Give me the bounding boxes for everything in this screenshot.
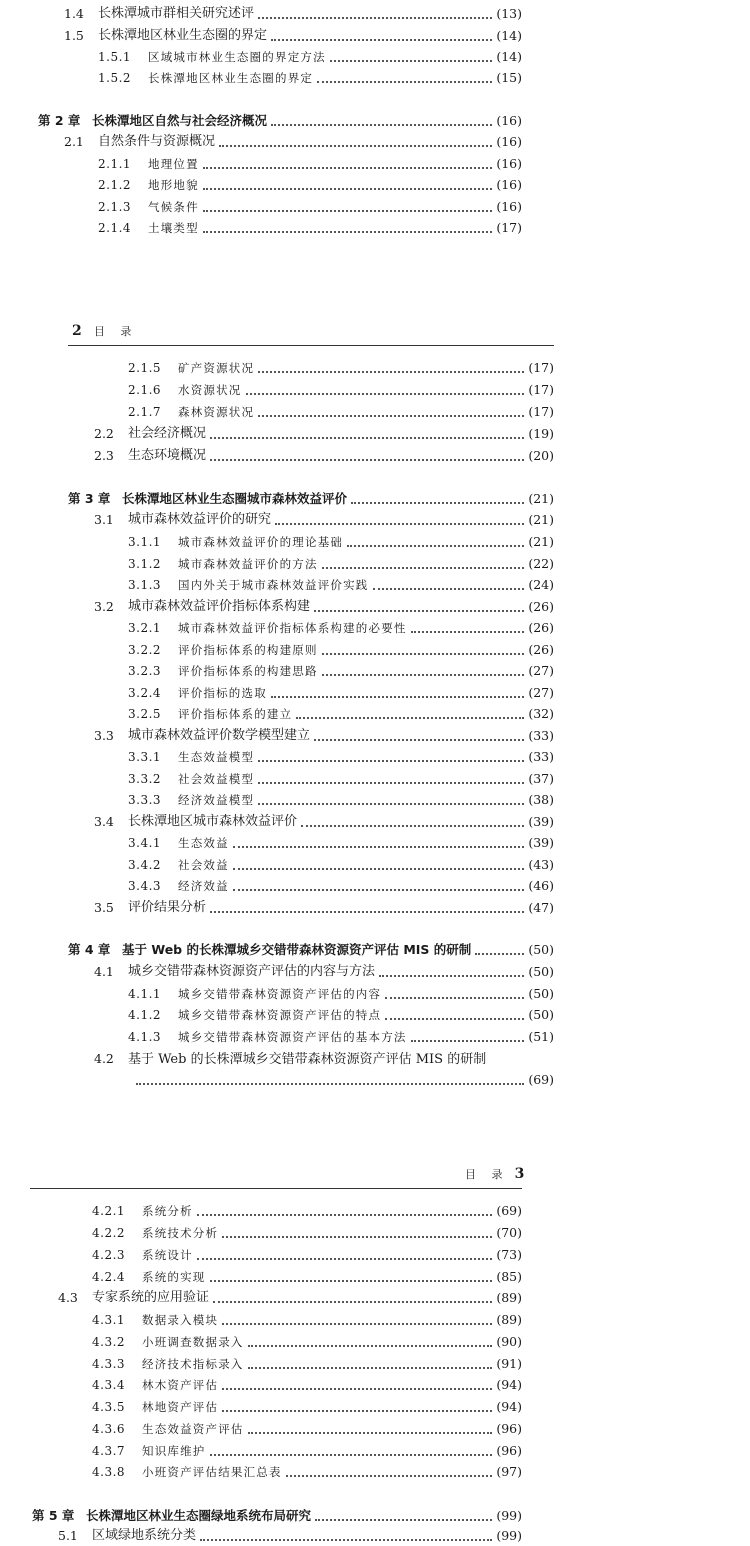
- page-number: (69): [528, 1072, 554, 1087]
- toc-entry[interactable]: [128, 402, 554, 422]
- section-title: 生态环境概况: [128, 448, 207, 463]
- section-number: 4.2: [94, 1051, 114, 1066]
- header-page-number: 3: [514, 1166, 525, 1182]
- chapter-number: 第 5 章: [32, 1508, 75, 1523]
- toc-entry[interactable]: [92, 1267, 522, 1287]
- dot-leader: [233, 867, 525, 870]
- section-number: 2.1.6: [128, 383, 162, 397]
- dot-leader: [322, 673, 525, 676]
- page-number: (89): [496, 1312, 522, 1327]
- page-number: (33): [528, 728, 554, 743]
- toc-entry[interactable]: [92, 1462, 522, 1482]
- toc-entry[interactable]: [92, 1354, 522, 1374]
- toc-entry-wrapped[interactable]: [94, 1048, 486, 1068]
- page-number: (22): [528, 556, 554, 571]
- section-number: 2.1.4: [98, 221, 132, 235]
- toc-entry[interactable]: [128, 769, 554, 789]
- toc-entry[interactable]: [128, 704, 554, 724]
- page-number: (17): [528, 382, 554, 397]
- toc-chapter-entry[interactable]: [68, 489, 554, 509]
- toc-entry[interactable]: [98, 154, 522, 174]
- toc-entry[interactable]: [128, 1027, 554, 1047]
- chapter-number: 第 4 章: [68, 942, 111, 957]
- section-title: 系统分析: [142, 1204, 193, 1218]
- section-title: 经济效益: [178, 879, 229, 893]
- chapter-number: 第 3 章: [68, 491, 111, 506]
- chapter-title: 长株潭地区林业生态圈城市森林效益评价: [122, 491, 348, 506]
- toc-chapter-entry[interactable]: [32, 1506, 522, 1526]
- page-number: (50): [528, 942, 554, 957]
- page-number: (70): [496, 1225, 522, 1240]
- dot-leader: [317, 80, 492, 83]
- page-number: (20): [528, 448, 554, 463]
- toc-entry[interactable]: [92, 1310, 522, 1330]
- dot-leader: [322, 566, 525, 569]
- section-number: 3.4.1: [128, 836, 162, 850]
- section-title: 小班资产评估结果汇总表: [142, 1465, 282, 1479]
- dot-leader: [222, 1409, 492, 1412]
- dot-leader: [258, 370, 524, 373]
- section-number: 4.2.4: [92, 1270, 126, 1284]
- dot-leader: [351, 501, 524, 504]
- toc-entry[interactable]: [98, 197, 522, 217]
- section-number: 4.1: [94, 964, 114, 979]
- toc-chapter-entry[interactable]: [38, 111, 522, 131]
- dot-leader: [210, 910, 524, 913]
- section-number: 3.2.4: [128, 686, 162, 700]
- toc-entry[interactable]: [128, 876, 554, 896]
- dot-leader: [271, 123, 492, 126]
- section-number: 2.1: [64, 134, 84, 149]
- section-title: 专家系统的应用验证: [92, 1290, 210, 1305]
- dot-leader: [222, 1235, 492, 1238]
- section-number: 3.1: [94, 512, 114, 527]
- page-number: (43): [528, 857, 554, 872]
- toc-entry[interactable]: [94, 597, 554, 617]
- page-number: (50): [528, 986, 554, 1001]
- section-number: 3.4.3: [128, 879, 162, 893]
- dot-leader: [314, 609, 524, 612]
- dot-leader: [379, 974, 524, 977]
- dot-leader: [210, 1453, 493, 1456]
- toc-entry[interactable]: [98, 47, 522, 67]
- dot-leader: [233, 888, 525, 891]
- page-number: (21): [528, 512, 554, 527]
- page-number: (17): [528, 404, 554, 419]
- section-number: 4.3.6: [92, 1422, 126, 1436]
- section-number: 4.1.3: [128, 1030, 162, 1044]
- section-number: 1.5.2: [98, 71, 132, 85]
- toc-entry[interactable]: [92, 1223, 522, 1243]
- section-number: 2.1.3: [98, 200, 132, 214]
- dot-leader: [248, 1344, 493, 1347]
- section-title: 城市森林效益评价指标体系构建: [128, 599, 311, 614]
- section-number: 2.1.7: [128, 405, 162, 419]
- chapter-title: 基于 Web 的长株潭城乡交错带森林资源资产评估 MIS 的研制: [122, 942, 472, 957]
- section-title: 气候条件: [148, 200, 199, 214]
- page-number: (51): [528, 1029, 554, 1044]
- section-number: 3.1.1: [128, 535, 162, 549]
- page-number: (21): [528, 491, 554, 506]
- section-title: 城市森林效益评价的研究: [128, 512, 272, 527]
- section-title: 林地资产评估: [142, 1400, 219, 1414]
- dot-leader: [385, 996, 524, 999]
- section-title: 社会效益: [178, 858, 229, 872]
- section-title: 知识库维护: [142, 1444, 206, 1458]
- page-number: (90): [496, 1334, 522, 1349]
- section-title: 系统设计: [142, 1248, 193, 1262]
- toc-entry[interactable]: [98, 68, 522, 88]
- page-number: (39): [528, 814, 554, 829]
- toc-entry[interactable]: [128, 833, 554, 853]
- page-number: (16): [496, 134, 522, 149]
- dot-leader: [301, 824, 524, 827]
- section-number: 3.2.3: [128, 664, 162, 678]
- dot-leader: [258, 759, 524, 762]
- section-title: 区域绿地系统分类: [92, 1528, 197, 1543]
- dot-leader: [197, 1213, 493, 1216]
- dot-leader: [203, 230, 493, 233]
- section-title: 城乡交错带森林资源资产评估的基本方法: [178, 1030, 407, 1044]
- section-title: 城市森林效益评价的理论基础: [178, 535, 344, 549]
- toc-entry[interactable]: [98, 175, 522, 195]
- section-number: 4.1.1: [128, 987, 162, 1001]
- section-title: 城乡交错带森林资源资产评估的内容与方法: [128, 964, 376, 979]
- dot-leader: [219, 144, 492, 147]
- section-title: 长株潭地区林业生态圈的界定: [148, 71, 314, 85]
- page-number: (27): [528, 685, 554, 700]
- section-title: 评价指标的选取: [178, 686, 267, 700]
- page-number: (97): [496, 1464, 522, 1479]
- section-title: 地形地貌: [148, 178, 199, 192]
- toc-entry[interactable]: [92, 1375, 522, 1395]
- section-title: 经济效益模型: [178, 793, 255, 807]
- section-number: 4.2.1: [92, 1204, 126, 1218]
- chapter-number: 第 2 章: [38, 113, 81, 128]
- section-number: 2.2: [94, 426, 114, 441]
- page-number: (26): [528, 642, 554, 657]
- section-number: 4.3.5: [92, 1400, 126, 1414]
- dot-leader: [411, 1039, 525, 1042]
- toc-entry[interactable]: [94, 424, 554, 444]
- page-number: (89): [496, 1290, 522, 1305]
- dot-leader: [210, 458, 524, 461]
- toc-entry[interactable]: [92, 1201, 522, 1221]
- header-rule: [30, 1188, 522, 1189]
- toc-entry[interactable]: [128, 380, 554, 400]
- section-title: 基于 Web 的长株潭城乡交错带森林资源资产评估 MIS 的研制: [128, 1052, 487, 1067]
- page-number: (32): [528, 706, 554, 721]
- dot-leader: [210, 1279, 493, 1282]
- page-number: (15): [496, 70, 522, 85]
- page-number: (99): [496, 1508, 522, 1523]
- dot-leader: [258, 414, 524, 417]
- dot-leader: [322, 652, 525, 655]
- page-number: (73): [496, 1247, 522, 1262]
- section-title: 长株潭地区城市森林效益评价: [128, 814, 298, 829]
- dot-leader: [315, 1518, 492, 1521]
- toc-entry[interactable]: [128, 747, 554, 767]
- section-title: 社会经济概况: [128, 426, 207, 441]
- section-title: 城市森林效益评价指标体系构建的必要性: [178, 621, 407, 635]
- section-title: 区域城市林业生态圈的界定方法: [148, 50, 326, 64]
- toc-entry[interactable]: [94, 962, 554, 982]
- page-number: (94): [496, 1377, 522, 1392]
- section-number: 4.3: [58, 1290, 78, 1305]
- page-number: (17): [496, 220, 522, 235]
- dot-leader: [330, 59, 493, 62]
- section-number: 2.1.2: [98, 178, 132, 192]
- dot-leader: [203, 166, 493, 169]
- section-number: 3.3.2: [128, 772, 162, 786]
- dot-leader: [314, 738, 524, 741]
- section-number: 4.3.3: [92, 1357, 126, 1371]
- section-number: 4.1.2: [128, 1008, 162, 1022]
- toc-entry[interactable]: [92, 1332, 522, 1352]
- page-number: (94): [496, 1399, 522, 1414]
- section-number: 3.5: [94, 900, 114, 915]
- page-number: (50): [528, 1007, 554, 1022]
- page-number: (21): [528, 534, 554, 549]
- page-number: (33): [528, 749, 554, 764]
- page-number: (16): [496, 156, 522, 171]
- dot-leader: [411, 630, 525, 633]
- dot-leader: [222, 1322, 492, 1325]
- header-title: 目 录: [93, 325, 138, 338]
- toc-entry[interactable]: [64, 132, 522, 152]
- dot-leader: [475, 952, 524, 955]
- section-number: 3.2: [94, 599, 114, 614]
- dot-leader: [271, 695, 524, 698]
- dot-leader: [203, 187, 493, 190]
- toc-entry[interactable]: [128, 358, 554, 378]
- toc-entry[interactable]: [128, 984, 554, 1004]
- section-title: 评价指标体系的构建思路: [178, 664, 318, 678]
- section-number: 4.2.3: [92, 1248, 126, 1262]
- dot-leader: [347, 544, 524, 547]
- toc-entry[interactable]: [128, 1005, 554, 1025]
- section-number: 4.2.2: [92, 1226, 126, 1240]
- toc-entry[interactable]: [92, 1245, 522, 1265]
- dot-leader: [246, 392, 525, 395]
- page-number: (37): [528, 771, 554, 786]
- toc-entry[interactable]: [64, 26, 522, 46]
- section-title: 经济技术指标录入: [142, 1357, 244, 1371]
- dot-leader: [203, 209, 493, 212]
- page-number: (39): [528, 835, 554, 850]
- section-number: 1.5.1: [98, 50, 132, 64]
- chapter-title: 长株潭地区自然与社会经济概况: [92, 113, 268, 128]
- toc-entry[interactable]: [92, 1441, 522, 1461]
- toc-entry[interactable]: [98, 218, 522, 238]
- section-title: 小班调查数据录入: [142, 1335, 244, 1349]
- toc-entry[interactable]: [128, 683, 554, 703]
- section-number: 3.3: [94, 728, 114, 743]
- section-title: 评价结果分析: [128, 900, 207, 915]
- toc-entry[interactable]: [92, 1397, 522, 1417]
- running-header: [465, 1166, 524, 1182]
- page-number: (50): [528, 964, 554, 979]
- section-title: 城市森林效益评价数学模型建立: [128, 728, 311, 743]
- section-title: 评价指标体系的建立: [178, 707, 293, 721]
- chapter-title: 长株潭地区林业生态圈绿地系统布局研究: [86, 1508, 312, 1523]
- section-title: 土壤类型: [148, 221, 199, 235]
- dot-leader: [286, 1474, 493, 1477]
- dot-leader: [248, 1431, 493, 1434]
- section-title: 林木资产评估: [142, 1378, 219, 1392]
- page-number: (16): [496, 177, 522, 192]
- toc-entry[interactable]: [94, 446, 554, 466]
- dot-leader: [233, 845, 525, 848]
- toc-entry[interactable]: [58, 1288, 522, 1308]
- section-title: 城市森林效益评价的方法: [178, 557, 318, 571]
- page-number: (47): [528, 900, 554, 915]
- section-title: 长株潭地区林业生态圈的界定: [98, 28, 268, 43]
- dot-leader: [210, 436, 524, 439]
- page-number: (16): [496, 113, 522, 128]
- dot-leader: [373, 587, 525, 590]
- section-title: 生态效益: [178, 836, 229, 850]
- section-title: 生态效益模型: [178, 750, 255, 764]
- dot-leader: [213, 1300, 492, 1303]
- dot-leader: [136, 1082, 524, 1085]
- page-number: (14): [496, 28, 522, 43]
- section-number: 4.3.1: [92, 1313, 126, 1327]
- dot-leader: [222, 1387, 492, 1390]
- toc-entry-continuation: [136, 1070, 554, 1090]
- section-title: 地理位置: [148, 157, 199, 171]
- section-title: 水资源状况: [178, 383, 242, 397]
- dot-leader: [275, 522, 524, 525]
- toc-entry[interactable]: [128, 640, 554, 660]
- section-number: 1.4: [64, 6, 84, 21]
- page-number: (96): [496, 1421, 522, 1436]
- dot-leader: [271, 38, 492, 41]
- page-number: (27): [528, 663, 554, 678]
- toc-entry[interactable]: [128, 790, 554, 810]
- dot-leader: [258, 802, 524, 805]
- section-title: 长株潭城市群相关研究述评: [98, 6, 255, 21]
- section-number: 3.2.5: [128, 707, 162, 721]
- section-number: 4.3.7: [92, 1444, 126, 1458]
- toc-entry[interactable]: [64, 4, 522, 24]
- section-number: 4.3.4: [92, 1378, 126, 1392]
- section-number: 3.4: [94, 814, 114, 829]
- toc-entry[interactable]: [94, 726, 554, 746]
- section-number: 4.3.8: [92, 1465, 126, 1479]
- section-number: 3.2.1: [128, 621, 162, 635]
- section-number: 3.2.2: [128, 643, 162, 657]
- section-title: 社会效益模型: [178, 772, 255, 786]
- section-title: 森林资源状况: [178, 405, 255, 419]
- header-title: 目 录: [465, 1168, 509, 1181]
- page-number: (19): [528, 426, 554, 441]
- toc-entry[interactable]: [94, 510, 554, 530]
- running-header: [72, 323, 137, 339]
- toc-entry[interactable]: [128, 532, 554, 552]
- toc-entry[interactable]: [128, 661, 554, 681]
- section-title: 城乡交错带森林资源资产评估的特点: [178, 1008, 382, 1022]
- page-number: (26): [528, 599, 554, 614]
- page-number: (16): [496, 199, 522, 214]
- toc-entry[interactable]: [94, 898, 554, 918]
- page-number: (91): [496, 1356, 522, 1371]
- section-title: 城乡交错带森林资源资产评估的内容: [178, 987, 382, 1001]
- section-number: 3.1.3: [128, 578, 162, 592]
- toc-chapter-entry[interactable]: [68, 940, 554, 960]
- section-number: 4.3.2: [92, 1335, 126, 1349]
- section-number: 2.3: [94, 448, 114, 463]
- section-number: 2.1.5: [128, 361, 162, 375]
- page-number: (17): [528, 360, 554, 375]
- section-number: 5.1: [58, 1528, 78, 1543]
- section-number: 3.1.2: [128, 557, 162, 571]
- page-number: (99): [496, 1528, 522, 1543]
- header-page-number: 2: [72, 323, 82, 339]
- page-number: (26): [528, 620, 554, 635]
- dot-leader: [258, 16, 492, 19]
- section-number: 3.3.1: [128, 750, 162, 764]
- section-title: 矿产资源状况: [178, 361, 255, 375]
- page-number: (69): [496, 1203, 522, 1218]
- toc-entry[interactable]: [128, 575, 554, 595]
- page-number: (13): [496, 6, 522, 21]
- toc-entry[interactable]: [128, 554, 554, 574]
- page-number: (96): [496, 1443, 522, 1458]
- section-title: 系统技术分析: [142, 1226, 219, 1240]
- toc-entry[interactable]: [128, 855, 554, 875]
- section-number: 1.5: [64, 28, 84, 43]
- section-title: 国内外关于城市森林效益评价实践: [178, 578, 369, 592]
- section-title: 数据录入模块: [142, 1313, 219, 1327]
- section-title: 评价指标体系的构建原则: [178, 643, 318, 657]
- page-number: (38): [528, 792, 554, 807]
- section-title: 自然条件与资源概况: [98, 134, 216, 149]
- toc-entry[interactable]: [128, 618, 554, 638]
- page-number: (46): [528, 878, 554, 893]
- section-number: 3.3.3: [128, 793, 162, 807]
- section-title: 生态效益资产评估: [142, 1422, 244, 1436]
- page-number: (14): [496, 49, 522, 64]
- dot-leader: [200, 1538, 492, 1541]
- toc-entry[interactable]: [92, 1419, 522, 1439]
- page-number: (85): [496, 1269, 522, 1284]
- page-number: (24): [528, 577, 554, 592]
- section-number: 3.4.2: [128, 858, 162, 872]
- dot-leader: [296, 716, 524, 719]
- toc-entry[interactable]: [94, 812, 554, 832]
- section-title: 系统的实现: [142, 1270, 206, 1284]
- dot-leader: [197, 1257, 493, 1260]
- dot-leader: [248, 1366, 493, 1369]
- header-rule: [68, 345, 554, 346]
- dot-leader: [258, 781, 524, 784]
- section-number: 2.1.1: [98, 157, 132, 171]
- toc-entry[interactable]: [58, 1526, 522, 1546]
- dot-leader: [385, 1017, 524, 1020]
